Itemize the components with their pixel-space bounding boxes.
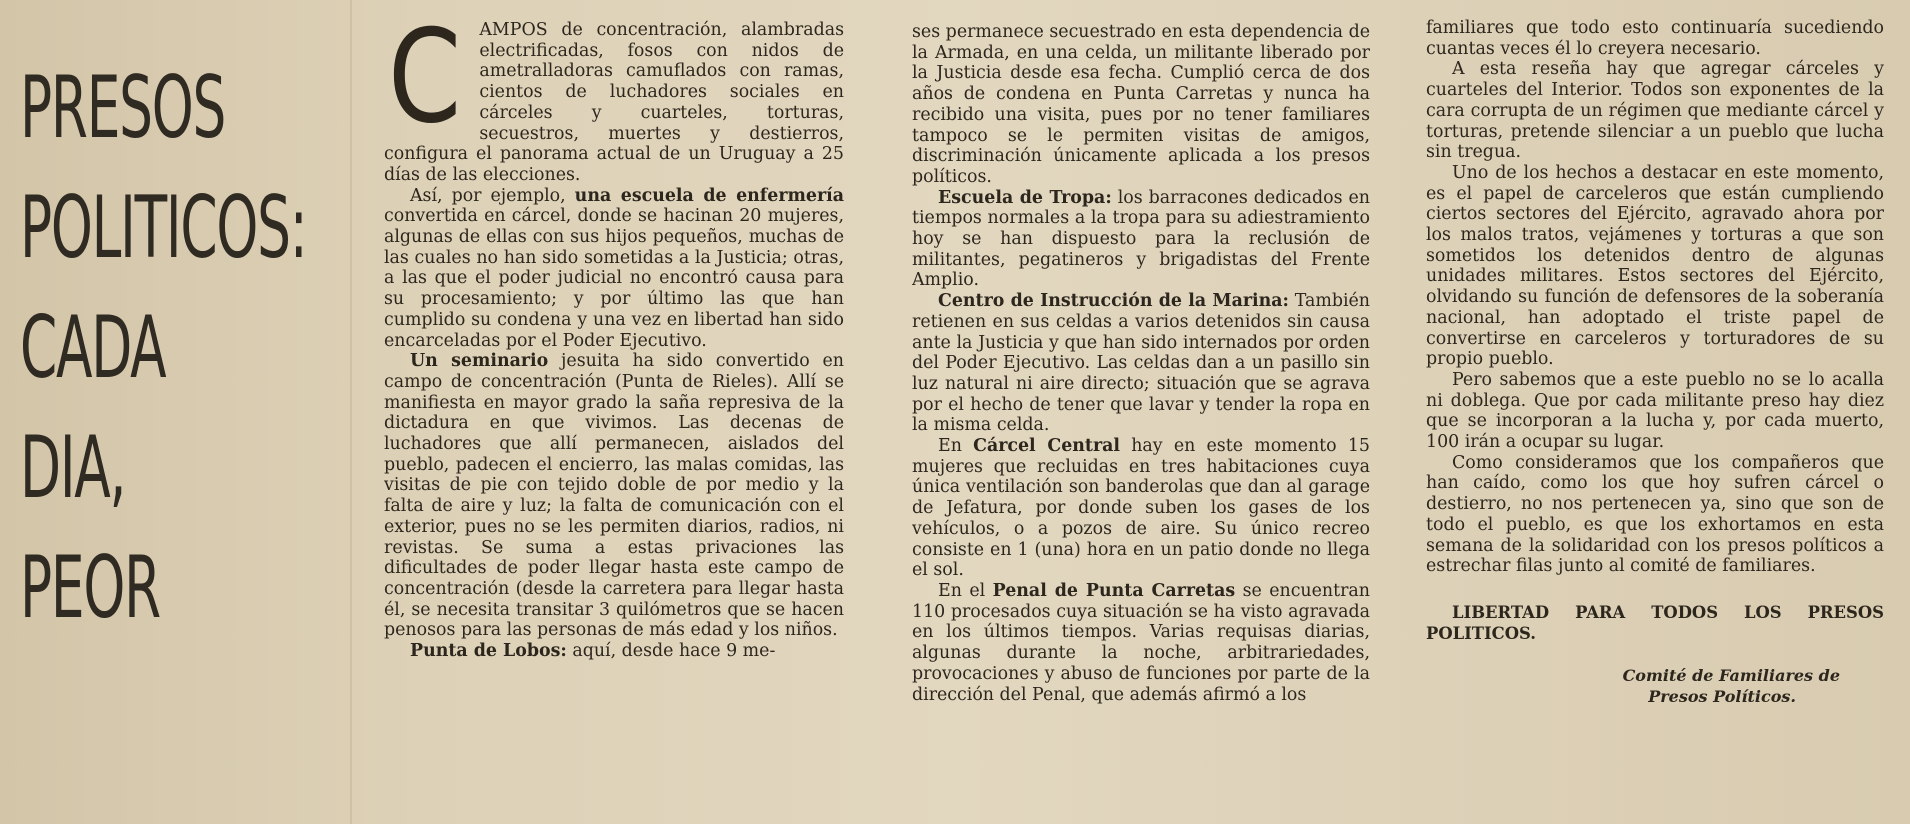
bold-lead-in: Punta de Lobos:: [410, 641, 567, 662]
article-column-1: [384, 20, 844, 812]
paragraph-text: En: [938, 436, 974, 457]
bold-lead-in: Penal de Punta Carretas: [992, 580, 1236, 601]
article-column-3: [1426, 18, 1884, 812]
paragraph-text: jesuita ha sido convertido en campo de concentración (Punta de Rieles). Allí se manifiesta en mayor grado la saña represiva de la dictadura en que vivimos. Las decenas de luchadores que allí permanecen, aislados del pueblo, padecen el encierro, las malas comidas, las visitas de pie con tejido doble de por medio y la falta de aire y luz; la falta de comunicación con el exterior, pues no se les permiten diarios, radios, ni revistas. Se suma a estas privaciones las dificultades de poder llegar hasta este campo de concentración (desde la carretera para llegar hasta él, se necesita transitar 3 quilómetros que se hacen penosos para las personas de más edad y los niños.: [384, 351, 844, 641]
bold-lead-in: Escuela de Tropa:: [938, 187, 1112, 208]
article-paragraph: [1426, 18, 1884, 59]
bold-lead-in: Cárcel Central: [973, 436, 1120, 457]
signature-line: Comité de Familiares de: [1622, 666, 1840, 686]
paragraph-text: los barracones dedicados en tiempos normales a la tropa para su adiestramiento hoy se han dispuesto para la reclusión de militantes, pegatineros y brigadistas del Frente Amplio.: [912, 187, 1370, 291]
article-paragraph: [912, 291, 1370, 436]
column-3-body: [1426, 18, 1884, 577]
paragraph-text: Pero sabemos que a este pueblo no se lo acalla ni doblega. Que por cada militante preso hay diez que se incorporan a la lucha y, por cada muerto, 100 irán a ocupar su lugar.: [1426, 369, 1884, 453]
headline-line: POLITICOS:: [20, 178, 307, 278]
paragraph-text: Así, por ejemplo,: [410, 185, 575, 206]
article-paragraph: [912, 188, 1370, 292]
headline: [20, 48, 307, 648]
paragraph-text: se encuentran 110 procesados cuya situación se ha visto agravada en los últimos tiempos. Varias requisas diarias, algunas durante la noche, arbitrariedades, provocaciones y abuso de funciones por parte de la dirección del Penal, que además afirmó a los: [912, 580, 1370, 705]
bold-lead-in: Centro de Instrucción de la Marina:: [938, 291, 1289, 312]
closing-slogan: LIBERTAD PARA TODOS LOS PRESOS POLITICOS.: [1426, 602, 1884, 643]
article-column-2: [912, 22, 1370, 812]
headline-line: PRESOS: [20, 58, 226, 158]
paragraph-text: ses permanece secuestrado en esta dependencia de la Armada, en una celda, un militante liberado por la Justicia desde esa fecha. Cumplió cerca de dos años de condena en Punta Carretas y nunca ha recibido una visita, pues por no tener familiares tampoco se le permiten visitas de amigos, discriminación únicamente aplicada a los presos políticos.: [912, 22, 1370, 187]
headline-line: DIA,: [20, 418, 126, 518]
paragraph-text: A esta reseña hay que agregar cárceles y cuarteles del Interior. Todos son exponentes de la cara corrupta de un régimen que mediante cárcel y torturas, pretende silenciar a un pueblo que lucha sin tregua.: [1426, 59, 1884, 163]
headline-line: CADA: [20, 298, 166, 398]
paragraph-text: aquí, desde hace 9 me-: [566, 641, 776, 662]
article-paragraph: [384, 641, 844, 662]
article-paragraph: [912, 581, 1370, 705]
article-paragraph: [1426, 453, 1884, 577]
signature-line: Presos Políticos.: [1648, 687, 1796, 707]
article-paragraph: [1426, 163, 1884, 370]
article-paragraph: [912, 22, 1370, 188]
paragraph-text: También retienen en sus celdas a varios detenidos sin causa ante la Justicia y que han sido internados por orden del Poder Ejecutivo. Las celdas dan a un pasillo sin luz natural ni aire directo; situación que se agrava por el hecho de tener que lavar y tender la ropa en la misma celda.: [912, 291, 1370, 436]
paragraph-text: Uno de los hechos a destacar en este momento, es el papel de carceleros que están cumpliendo ciertos sectores del Ejército, agravado ahora por los malos tratos, vejámenes y torturas a que son sometidos los detenidos dentro de algunas unidades militares. Estos sectores del Ejército, olvidando su función de defensores de la soberanía nacional, han adoptado el triste papel de convertirse en carceleros y torturadores de su propio pueblo.: [1426, 162, 1884, 370]
paragraph-text: hay en este momento 15 mujeres que recluidas en tres habitaciones cuya única ventilación son banderolas que dan al garage de Jefatura, por donde suben los gases de los vehículos, o a pozos de aire. Su único recreo consiste en 1 (una) hora en un patio donde no llega el sol.: [912, 436, 1370, 581]
article-paragraph: [912, 436, 1370, 581]
paragraph-text: AMPOS de concentración, alambradas electrificadas, fosos con nidos de ametralladoras camuflados con ramas, cientos de luchadores sociales en cárceles y cuarteles, torturas, secuestros, muertes y destierros, configura el panorama actual de un Uruguay a 25 días de las elecciones.: [384, 20, 844, 185]
paragraph-text: familiares que todo esto continuaría sucediendo cuantas veces él lo creyera necesario.: [1426, 18, 1884, 59]
article-paragraph: [1426, 59, 1884, 163]
drop-cap: C: [388, 20, 462, 152]
paragraph-text: Como consideramos que los compañeros que han caído, como los que hoy sufren cárcel o destierro, no nos pertenecen ya, sino que son de todo el pueblo, es que los exhortamos en esta semana de la solidaridad con los presos políticos a estrechar filas junto al comité de familiares.: [1426, 452, 1884, 577]
signature: [1426, 666, 1884, 707]
article-paragraph: [384, 186, 844, 352]
bold-lead-in: una escuela de enfermería: [574, 185, 844, 206]
paragraph-text: En el: [938, 580, 993, 601]
column-fold: [350, 0, 352, 824]
article-paragraph: [1426, 370, 1884, 453]
paragraph-text: convertida en cárcel, donde se hacinan 20 mujeres, algunas de ellas con sus hijos pequeños, muchas de las cuales no han sido sometidas a la Justicia; otras, a las que el poder judicial no encontró causa para su procesamiento; y por último las que han cumplido su condena y una vez en libertad han sido encarceladas por el Poder Ejecutivo.: [384, 206, 844, 351]
article-paragraph: [384, 351, 844, 641]
bold-lead-in: Un seminario: [410, 351, 549, 372]
headline-line: PEOR: [20, 538, 160, 638]
